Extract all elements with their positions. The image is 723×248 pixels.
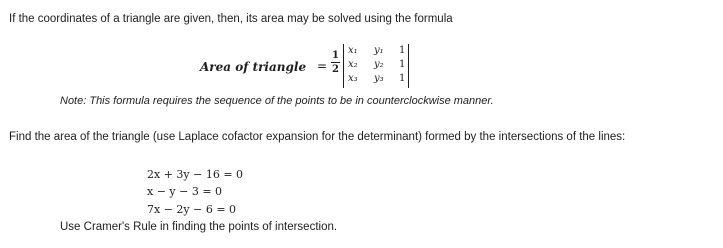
task-instruction: Find the area of the triangle (use Laplace cofactor expansion for the determinant) formed by the intersections of the lines:: [9, 131, 626, 143]
fraction-numerator: 1: [332, 50, 339, 61]
line-equation-1: 2x + 3y − 16 = 0: [147, 168, 244, 181]
one-half-fraction: [331, 50, 340, 75]
determinant-cell: y₃: [374, 73, 384, 84]
determinant-row-2: [344, 59, 408, 73]
line-equation-3: 7x − 2y − 6 = 0: [147, 203, 237, 216]
determinant-row-1: [344, 45, 408, 59]
determinant-cell: 1: [399, 45, 406, 56]
coordinate-determinant: [343, 44, 409, 88]
determinant-cell: x₁: [348, 45, 358, 56]
determinant-cell: 1: [399, 73, 406, 84]
determinant-row-3: [344, 73, 408, 87]
determinant-cell: x₂: [348, 59, 358, 70]
fraction-bar: [331, 62, 340, 63]
cramers-rule-hint: Use Cramer's Rule in finding the points of intersection.: [60, 221, 338, 233]
fraction-denominator: 2: [332, 64, 339, 75]
determinant-cell: y₂: [374, 59, 384, 70]
determinant-cell: 1: [399, 59, 406, 70]
determinant-cell: x₃: [348, 73, 358, 84]
line-equation-2: x − y − 3 = 0: [147, 185, 223, 198]
intro-text: If the coordinates of a triangle are given, then, its area may be solved using the formula: [9, 13, 453, 25]
formula-note: Note: This formula requires the sequence of the points to be in counterclockwise manner.: [60, 95, 494, 107]
determinant-cell: y₁: [374, 45, 384, 56]
formula-equals-sign: =: [317, 59, 328, 73]
formula-label: Area of triangle: [200, 60, 307, 74]
